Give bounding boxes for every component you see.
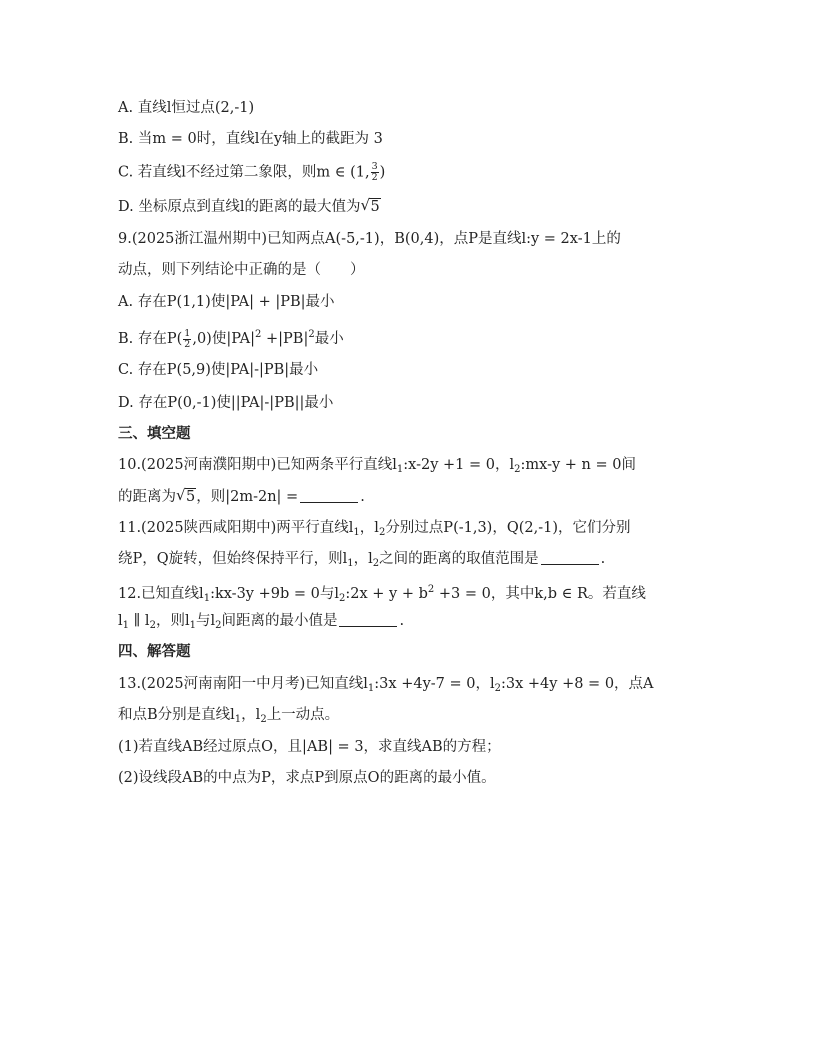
- radicand: 5: [186, 489, 196, 505]
- subscript: 1: [122, 620, 130, 631]
- question-text: +3 = 0，其中k,b ∈ R。若直线: [434, 586, 646, 602]
- question-11-line-1: [118, 518, 631, 543]
- question-text: :3x +4y +8 = 0，点A: [501, 676, 654, 692]
- option-text: 最小: [314, 331, 344, 347]
- subscript: 1: [347, 558, 354, 569]
- question-11-line-2: [118, 549, 605, 574]
- question-text: 和点B分别是直线l: [118, 707, 235, 723]
- subscript: 2: [378, 527, 386, 538]
- question-text: (1)若直线AB经过原点O，且|AB| = 3，求直线AB的方程；: [118, 739, 501, 755]
- question-text: 上一动点。: [266, 707, 340, 723]
- option-text: C. 若直线l不经过第二象限，则m ∈ (1,: [118, 164, 370, 181]
- fraction-denominator: 2: [371, 172, 378, 183]
- section-title: 三、填空题: [118, 425, 191, 442]
- subscript: 1: [189, 620, 196, 631]
- option-text: A. 直线l恒过点(2,-1): [118, 100, 255, 116]
- question-10-line-1: [118, 455, 636, 480]
- question-10-line-2: [118, 487, 365, 507]
- option-text: A. 存在P(1,1)使|PA| + |PB|最小: [118, 294, 335, 310]
- subscript: 1: [396, 464, 404, 475]
- subscript: 2: [260, 714, 267, 725]
- section-heading-fill-in: [118, 424, 191, 444]
- subscript: 2: [514, 464, 521, 475]
- square-root: [360, 197, 380, 217]
- option-b-prev: [118, 129, 383, 149]
- question-text: :kx-3y +9b = 0与l: [210, 586, 339, 602]
- option-text: D. 存在P(0,-1)使||PA|-|PB||最小: [118, 395, 334, 411]
- radicand: 5: [370, 199, 380, 215]
- option-text: D. 坐标原点到直线l的距离的最大值为: [118, 199, 361, 215]
- superscript: 2: [308, 329, 315, 340]
- answer-blank[interactable]: [300, 488, 358, 503]
- fraction: [371, 162, 379, 183]
- option-text: +|PB|: [261, 331, 309, 347]
- question-text: (2)设线段AB的中点为P，求点P到原点O的距离的最小值。: [118, 770, 496, 786]
- question-text: l: [118, 613, 123, 629]
- question-9-line-2: [118, 260, 365, 280]
- option-text: ,0)使|PA|: [192, 331, 256, 347]
- fraction-denominator: 2: [184, 338, 191, 350]
- question-text: 的距离为: [118, 489, 176, 505]
- option-text: ): [379, 164, 386, 181]
- question-text: 13.(2025河南南阳一中月考)已知直线l: [118, 676, 368, 692]
- fraction-numerator: 3: [371, 161, 378, 172]
- question-text: 9.(2025浙江温州期中)已知两点A(-5,-1)，B(0,4)，点P是直线l:y = 2x-1上的: [118, 231, 621, 247]
- superscript: 2: [427, 584, 435, 595]
- fraction: [183, 329, 191, 350]
- question-text: ，l: [353, 551, 373, 567]
- subscript: 1: [234, 714, 242, 725]
- question-text: 绕P，Q旋转，但始终保持平行，则l: [118, 551, 348, 567]
- section-title: 四、解答题: [118, 643, 191, 660]
- subscript: 2: [372, 558, 380, 569]
- question-text: 动点，则下列结论中正确的是（ ）: [118, 262, 365, 278]
- question-text: :2x + y + b: [345, 586, 428, 602]
- answer-blank[interactable]: [339, 612, 397, 627]
- q9-option-b: [118, 325, 344, 350]
- question-text: :x-2y +1 = 0，l: [403, 457, 515, 473]
- question-9-line-1: [118, 229, 621, 249]
- section-heading-solutions: [118, 642, 191, 662]
- question-text: .: [360, 489, 365, 505]
- option-text: C. 存在P(5,9)使|PA|-|PB|最小: [118, 362, 319, 378]
- answer-blank[interactable]: [541, 550, 599, 565]
- question-text: ，l: [241, 707, 261, 723]
- q9-option-c: [118, 360, 318, 380]
- option-a-prev: [118, 98, 254, 118]
- subscript: 2: [149, 620, 156, 631]
- question-text: ∥ l: [129, 613, 150, 629]
- question-12-line-2: [118, 611, 404, 636]
- subscript: 2: [339, 593, 346, 604]
- question-text: .: [600, 551, 606, 567]
- q9-option-d: [118, 393, 333, 413]
- option-d-prev: [118, 197, 381, 217]
- question-text: 与l: [195, 613, 216, 629]
- square-root: [176, 487, 196, 507]
- option-text: B. 存在P(: [118, 331, 183, 347]
- question-text: ，则|2m-2n| =: [196, 489, 299, 505]
- superscript: 2: [255, 329, 262, 340]
- question-text: 间距离的最小值是: [221, 613, 338, 629]
- option-c-prev: [118, 162, 385, 183]
- question-text: .: [399, 613, 405, 629]
- question-12-line-1: [118, 580, 646, 609]
- radical-sign: √: [176, 486, 186, 504]
- radical-sign: √: [360, 196, 371, 214]
- question-text: ，l: [359, 520, 379, 536]
- question-text: 分别过点P(-1,3)，Q(2,-1)，它们分别: [385, 520, 631, 536]
- question-13-line-1: [118, 674, 654, 699]
- fraction-numerator: 1: [184, 327, 191, 339]
- question-text: 之间的距离的取值范围是: [379, 551, 539, 567]
- question-text: 10.(2025河南濮阳期中)已知两条平行直线l: [118, 457, 397, 473]
- subscript: 1: [367, 683, 375, 694]
- question-text: 11.(2025陕西咸阳期中)两平行直线l: [118, 520, 354, 536]
- subscript: 2: [494, 683, 501, 694]
- subscript: 2: [215, 620, 222, 631]
- subscript: 1: [203, 593, 211, 604]
- question-text: :3x +4y-7 = 0，l: [374, 676, 495, 692]
- subscript: 1: [353, 527, 360, 538]
- q9-option-a: [118, 292, 335, 312]
- question-text: 12.已知直线l: [118, 586, 204, 602]
- question-13-line-2: [118, 705, 339, 730]
- question-13-part-2: [118, 768, 496, 788]
- question-text: :mx-y + n = 0间: [520, 457, 636, 473]
- question-13-part-1: [118, 737, 501, 757]
- option-text: B. 当m = 0时，直线l在y轴上的截距为 3: [118, 131, 383, 147]
- question-text: ，则l: [155, 613, 190, 629]
